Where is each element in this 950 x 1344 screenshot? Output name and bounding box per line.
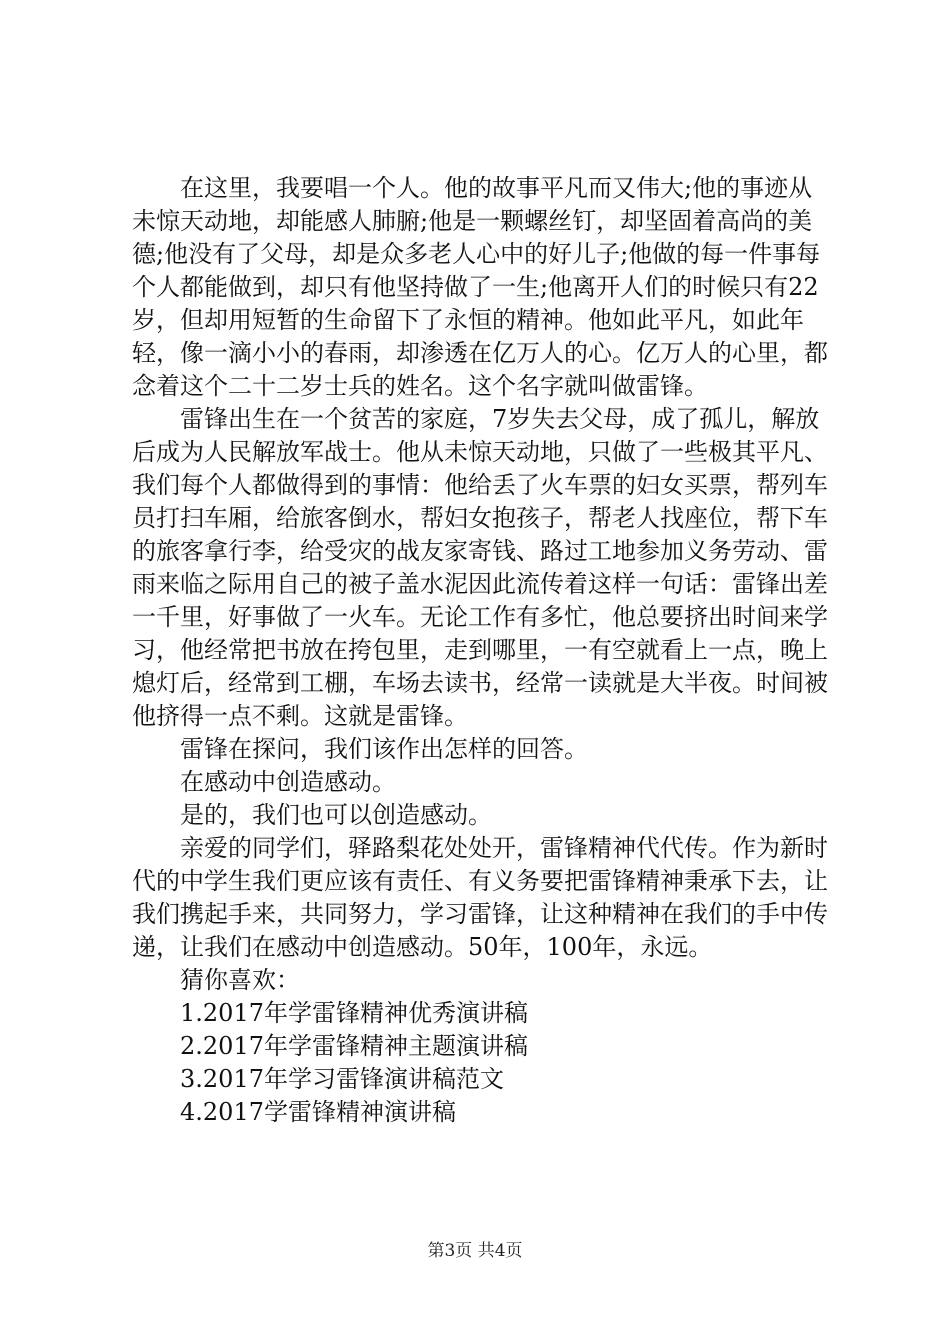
recommendations-heading: 猜你喜欢： (180, 966, 300, 994)
recommendation-link-2[interactable]: 2.2017年学雷锋精神主题演讲稿 (180, 1032, 528, 1060)
paragraph-affirmation: 是的，我们也可以创造感动。 (180, 801, 492, 829)
recommendation-link-3[interactable]: 3.2017年学习雷锋演讲稿范文 (180, 1065, 504, 1093)
page-number: 第3页 共4页 (427, 1241, 523, 1261)
paragraph-question: 雷锋在探问，我们该作出怎样的回答。 (180, 735, 588, 763)
paragraph-intro: 在这里，我要唱一个人。他的故事平凡而又伟大;他的事迹从未惊天动地，却能感人肺腑;他是一颗螺丝钉，却坚固着高尚的美德;他没有了父母，却是众多老人心中的好儿子;他做的每一件事每个人都能做到，却只有他坚持做了一生;他离开人们的时候只有22岁，但却用短暂的生命留下了永恒的精神。他如此平凡，如此年轻，像一滴小小的春雨，却渗透在亿万人的心。亿万人的心里，都念着这个二十二岁士兵的姓名。这个名字就叫做雷锋。 (132, 174, 828, 400)
paragraph-conclusion: 亲爱的同学们，驿路梨花处处开，雷锋精神代代传。作为新时代的中学生我们更应该有责任、有义务要把雷锋精神秉承下去，让我们携起手来，共同努力，学习雷锋，让这种精神在我们的手中传递，让我们在感动中创造感动。50年，100年，永远。 (132, 834, 828, 961)
paragraph-biography: 雷锋出生在一个贫苦的家庭，7岁失去父母，成了孤儿，解放后成为人民解放军战士。他从未惊天动地，只做了一些极其平凡、我们每个人都做得到的事情：他给丢了火车票的妇女买票，帮列车员打扫车厢，给旅客倒水，帮妇女抱孩子，帮老人找座位，帮下车的旅客拿行李，给受灾的战友家寄钱、路过工地参加义务劳动、雷雨来临之际用自己的被子盖水泥因此流传着这样一句话：雷锋出差一千里，好事做了一火车。无论工作有多忙，他总要挤出时间来学习，他经常把书放在挎包里，走到哪里，一有空就看上一点，晚上熄灯后，经常到工棚，车场去读书，经常一读就是大半夜。时间被他挤得一点不剩。这就是雷锋。 (132, 405, 828, 730)
paragraph-answer: 在感动中创造感动。 (180, 768, 396, 796)
recommendation-link-4[interactable]: 4.2017学雷锋精神演讲稿 (180, 1098, 456, 1126)
recommendation-link-1[interactable]: 1.2017年学雷锋精神优秀演讲稿 (180, 999, 528, 1027)
document-body (132, 172, 832, 1129)
